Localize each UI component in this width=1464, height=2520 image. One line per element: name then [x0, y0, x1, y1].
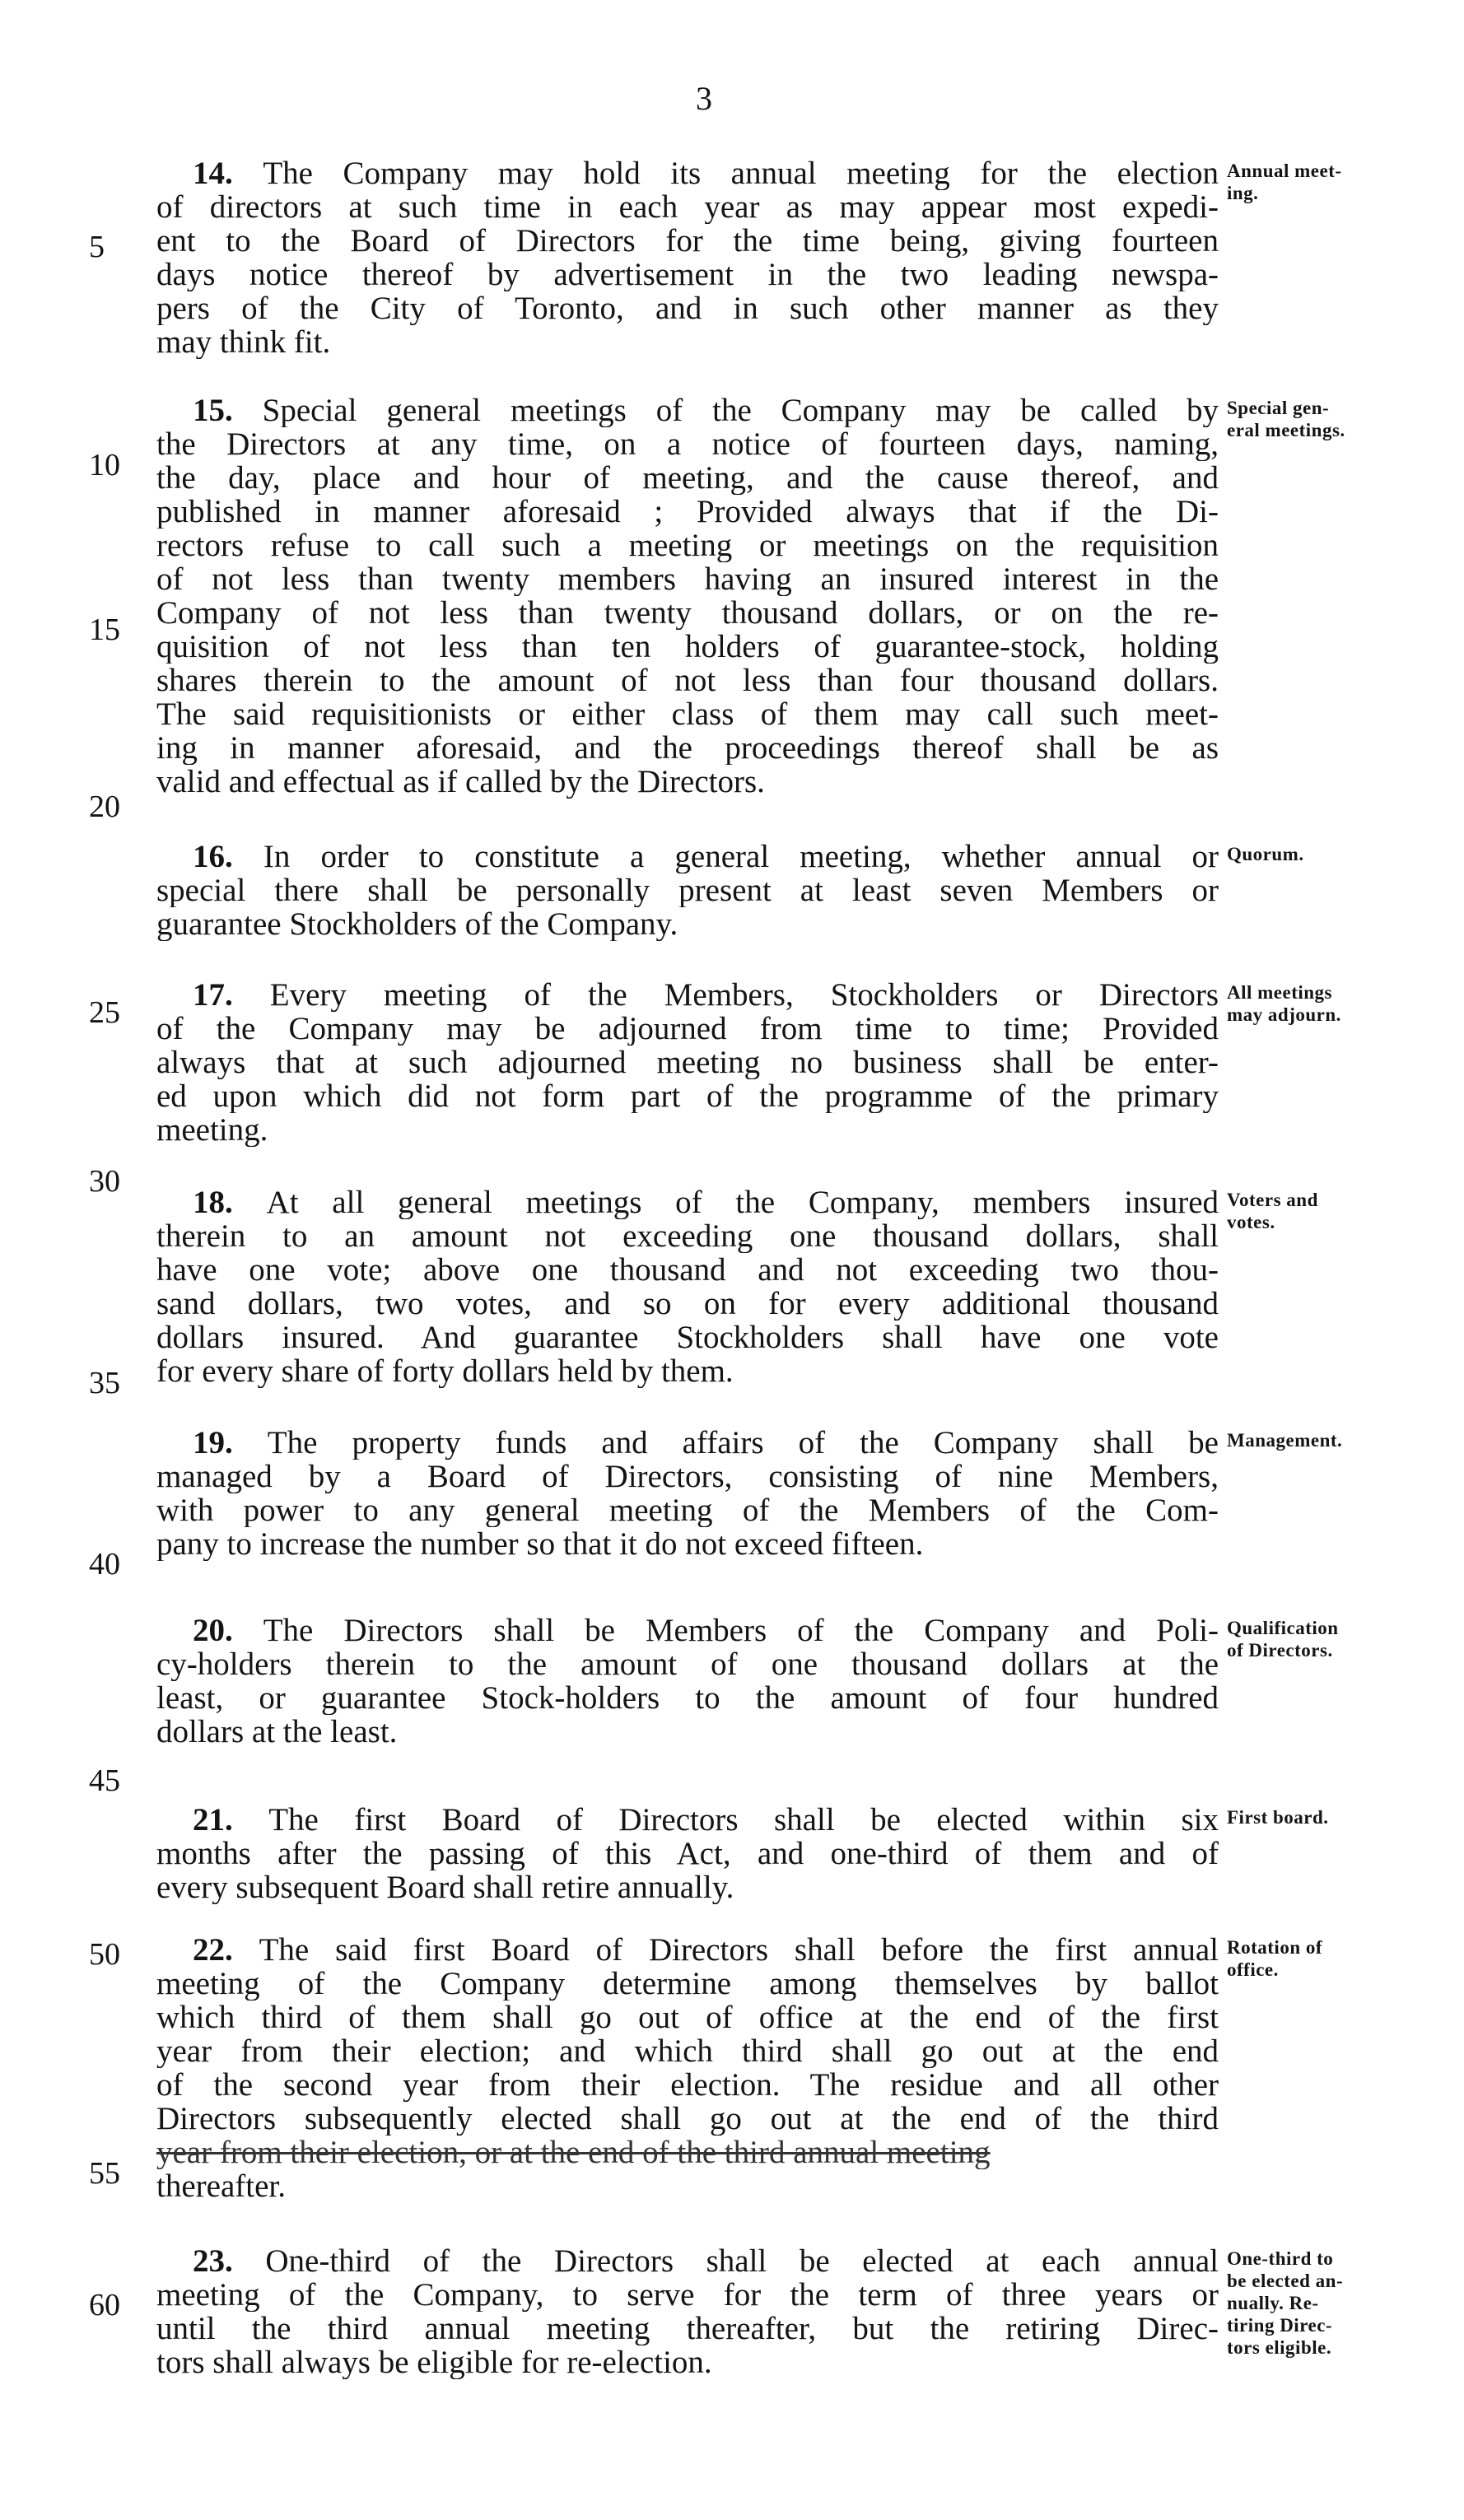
margin-note: [1227, 1806, 1441, 1828]
text-line: [156, 907, 1219, 941]
line-text: valid and effectual as if called by the Directors.: [156, 765, 765, 799]
margin-note-line: may adjourn.: [1227, 1004, 1341, 1025]
line-text: the Directors at any time, on a notice of fourteen days, naming,: [156, 427, 1219, 461]
section-number: 17.: [193, 978, 270, 1012]
text-line: [156, 978, 1219, 1012]
margin-note: [1227, 1617, 1441, 1661]
line-number: 15: [89, 613, 120, 647]
section-number: 20.: [193, 1614, 263, 1647]
line-text: The Company may hold its annual meeting for the election: [263, 156, 1219, 190]
line-number: 35: [89, 1366, 120, 1400]
line-number: 45: [89, 1763, 120, 1798]
margin-note-line: nually. Re-: [1227, 2293, 1319, 2313]
section-number: 16.: [193, 840, 263, 873]
line-number: 50: [89, 1937, 120, 1972]
text-line: [156, 1253, 1219, 1287]
line-text: until the third annual meeting thereafter, but the retiring Direc-: [156, 2312, 1219, 2345]
text-line: [156, 562, 1219, 596]
text-line: [156, 697, 1219, 731]
text-line: [156, 1967, 1219, 2001]
margin-note-line: Management.: [1227, 1430, 1343, 1451]
margin-note: [1227, 1429, 1441, 1451]
line-text: In order to constitute a general meeting, whether annual or: [263, 840, 1219, 873]
text-line: [156, 1933, 1219, 1967]
text-line: [156, 1803, 1219, 1837]
line-text: of the second year from their election. The residue and all other: [156, 2068, 1219, 2102]
text-line: [156, 427, 1219, 461]
margin-note: [1227, 2248, 1441, 2359]
text-line: [156, 2102, 1219, 2136]
line-text: thereafter.: [156, 2169, 286, 2203]
text-line: [156, 529, 1219, 562]
text-line: [156, 156, 1219, 190]
line-text: which third of them shall go out of office at the end of the first: [156, 2001, 1219, 2034]
section-number: 21.: [193, 1803, 269, 1837]
text-line: [156, 1113, 1219, 1147]
line-number: 10: [89, 448, 120, 482]
text-line: [156, 2001, 1219, 2034]
line-number: 25: [89, 995, 120, 1030]
text-line: [156, 394, 1219, 427]
margin-note-line: Qualification: [1227, 1618, 1339, 1638]
line-text: pany to increase the number so that it do not exceed fifteen.: [156, 1527, 924, 1561]
line-text: sand dollars, two votes, and so on for every additional thousand: [156, 1287, 1219, 1321]
text-line: [156, 2169, 1219, 2203]
section-16: [156, 840, 1219, 941]
text-line: [156, 873, 1219, 907]
text-line: [156, 1321, 1219, 1354]
line-number: 20: [89, 790, 120, 824]
line-text: meeting of the Company determine among themselves by ballot: [156, 1967, 1219, 2001]
margin-note-line: office.: [1227, 1959, 1279, 1980]
line-text: The said first Board of Directors shall before the first annual: [259, 1933, 1219, 1967]
text-line: [156, 1287, 1219, 1321]
line-text: guarantee Stockholders of the Company.: [156, 907, 678, 941]
margin-note-line: eral meetings.: [1227, 420, 1345, 440]
text-line: [156, 1046, 1219, 1079]
line-text: Directors subsequently elected shall go out at the end of the third: [156, 2102, 1219, 2136]
line-text: The Directors shall be Members of the Company and Poli-: [263, 1614, 1219, 1647]
margin-note-line: Annual meet-: [1227, 161, 1342, 181]
margin-note-line: votes.: [1227, 1212, 1275, 1232]
line-text: for every share of forty dollars held by them.: [156, 1354, 734, 1388]
line-text: every subsequent Board shall retire annually.: [156, 1870, 734, 1904]
section-number: 23.: [193, 2244, 266, 2278]
text-line: [156, 1681, 1219, 1715]
text-line: [156, 2312, 1219, 2345]
margin-note: [1227, 843, 1441, 865]
line-text: have one vote; above one thousand and not exceeding two thou-: [156, 1253, 1219, 1287]
line-text: The property funds and affairs of the Company shall be: [267, 1426, 1219, 1460]
line-text: dollars insured. And guarantee Stockholders shall have one vote: [156, 1321, 1219, 1354]
line-text: meeting.: [156, 1113, 268, 1147]
margin-note: [1227, 981, 1441, 1026]
margin-note: [1227, 160, 1441, 204]
line-text: may think fit.: [156, 325, 331, 359]
text-line: [156, 2136, 1219, 2169]
line-number: 60: [89, 2288, 120, 2322]
line-text: days notice thereof by advertisement in the two leading newspa-: [156, 258, 1219, 291]
section-18: [156, 1185, 1219, 1388]
text-line: [156, 1870, 1219, 1904]
margin-note-line: Rotation of: [1227, 1937, 1323, 1958]
margin-note-line: Quorum.: [1227, 844, 1304, 864]
text-line: [156, 1460, 1219, 1493]
section-number: 14.: [193, 156, 263, 190]
line-text: published in manner aforesaid ; Provided always that if the Di-: [156, 495, 1219, 529]
text-line: [156, 630, 1219, 664]
text-line: [156, 1715, 1219, 1749]
line-text: Every meeting of the Members, Stockholders or Directors: [269, 978, 1219, 1012]
line-text: therein to an amount not exceeding one thousand dollars, shall: [156, 1219, 1219, 1253]
line-text: One-third of the Directors shall be elected at each annual: [265, 2244, 1219, 2278]
line-text: pers of the City of Toronto, and in such other manner as they: [156, 291, 1219, 325]
margin-note: [1227, 1936, 1441, 1981]
section-14: [156, 156, 1219, 359]
line-text: year from their election; and which third shall go out at the end: [156, 2034, 1219, 2068]
text-line: [156, 291, 1219, 325]
text-line: [156, 1527, 1219, 1561]
line-text: of directors at such time in each year as may appear most expedi-: [156, 190, 1219, 224]
section-number: 22.: [193, 1933, 259, 1967]
section-15: [156, 394, 1219, 799]
line-number: 5: [89, 230, 105, 264]
line-text: Special general meetings of the Company may be called by: [262, 394, 1219, 427]
text-line: [156, 1079, 1219, 1113]
text-line: [156, 1647, 1219, 1681]
line-text: with power to any general meeting of the Members of the Com-: [156, 1493, 1219, 1527]
text-line: [156, 765, 1219, 799]
line-text: ing in manner aforesaid, and the proceedings thereof shall be as: [156, 731, 1219, 765]
line-text: of not less than twenty members having an insured interest in the: [156, 562, 1219, 596]
text-line: [156, 1493, 1219, 1527]
text-line: [156, 1837, 1219, 1870]
section-17: [156, 978, 1219, 1147]
line-text: ent to the Board of Directors for the time being, giving fourteen: [156, 224, 1219, 258]
line-text: least, or guarantee Stock-holders to the amount of four hundred: [156, 1681, 1219, 1715]
text-line: [156, 2034, 1219, 2068]
text-line: [156, 1354, 1219, 1388]
text-line: [156, 190, 1219, 224]
margin-note-line: of Directors.: [1227, 1640, 1333, 1661]
text-line: [156, 2244, 1219, 2278]
line-text: Company of not less than twenty thousand dollars, or on the re-: [156, 596, 1219, 630]
section-20: [156, 1614, 1219, 1749]
margin-note-line: Special gen-: [1227, 398, 1330, 418]
line-text: of the Company may be adjourned from time to time; Provided: [156, 1012, 1219, 1046]
text-line: [156, 2068, 1219, 2102]
line-text: special there shall be personally present at least seven Members or: [156, 873, 1219, 907]
line-text: quisition of not less than ten holders of guarantee-stock, holding: [156, 630, 1219, 664]
line-text: The first Board of Directors shall be elected within six: [268, 1803, 1219, 1837]
line-text: always that at such adjourned meeting no business shall be enter-: [156, 1046, 1219, 1079]
text-line: [156, 664, 1219, 697]
text-line: [156, 731, 1219, 765]
line-text: tors shall always be eligible for re-election.: [156, 2345, 712, 2379]
margin-note-line: One-third to: [1227, 2248, 1334, 2269]
margin-note-line: ing.: [1227, 183, 1259, 203]
section-23: [156, 2244, 1219, 2379]
margin-note-line: be elected an-: [1227, 2271, 1344, 2291]
page-number: 3: [696, 80, 712, 117]
text-line: [156, 1219, 1219, 1253]
section-number: 19.: [193, 1426, 268, 1460]
margin-note: [1227, 1189, 1441, 1233]
line-text: At all general meetings of the Company, members insured: [266, 1185, 1219, 1219]
section-number: 15.: [193, 394, 263, 427]
text-line: [156, 1426, 1219, 1460]
text-line: [156, 325, 1219, 359]
margin-note-line: tors eligible.: [1227, 2337, 1332, 2358]
line-text: rectors refuse to call such a meeting or meetings on the requisition: [156, 529, 1219, 562]
text-line: [156, 2345, 1219, 2379]
line-text: The said requisitionists or either class of them may call such meet-: [156, 697, 1219, 731]
section-number: 18.: [193, 1185, 267, 1219]
line-text: managed by a Board of Directors, consisting of nine Members,: [156, 1460, 1219, 1493]
margin-note-line: First board.: [1227, 1807, 1329, 1828]
line-text: meeting of the Company, to serve for the term of three years or: [156, 2278, 1219, 2312]
line-text: the day, place and hour of meeting, and the cause thereof, and: [156, 461, 1219, 495]
text-line: [156, 258, 1219, 291]
text-line: [156, 495, 1219, 529]
text-line: [156, 2278, 1219, 2312]
line-text: ed upon which did not form part of the programme of the primary: [156, 1079, 1219, 1113]
line-number: 40: [89, 1547, 120, 1581]
text-line: [156, 224, 1219, 258]
text-line: [156, 1614, 1219, 1647]
section-19: [156, 1426, 1219, 1561]
line-text: shares therein to the amount of not less than four thousand dollars.: [156, 664, 1219, 697]
line-text: months after the passing of this Act, and one-third of them and of: [156, 1837, 1219, 1870]
line-text: cy-holders therein to the amount of one thousand dollars at the: [156, 1647, 1219, 1681]
margin-note: [1227, 397, 1441, 441]
line-text: dollars at the least.: [156, 1715, 398, 1749]
text-line: [156, 1012, 1219, 1046]
text-line: [156, 596, 1219, 630]
line-number: 55: [89, 2156, 120, 2191]
margin-note-line: All meetings: [1227, 982, 1333, 1003]
text-line: [156, 840, 1219, 873]
section-21: [156, 1803, 1219, 1904]
text-line: [156, 461, 1219, 495]
section-22: [156, 1933, 1219, 2203]
margin-note-line: tiring Direc-: [1227, 2315, 1333, 2336]
margin-note-line: Voters and: [1227, 1190, 1318, 1210]
text-line: [156, 1185, 1219, 1219]
line-text: year from their election, or at the end of the third annual meeting: [156, 2136, 991, 2169]
line-number: 30: [89, 1164, 120, 1199]
